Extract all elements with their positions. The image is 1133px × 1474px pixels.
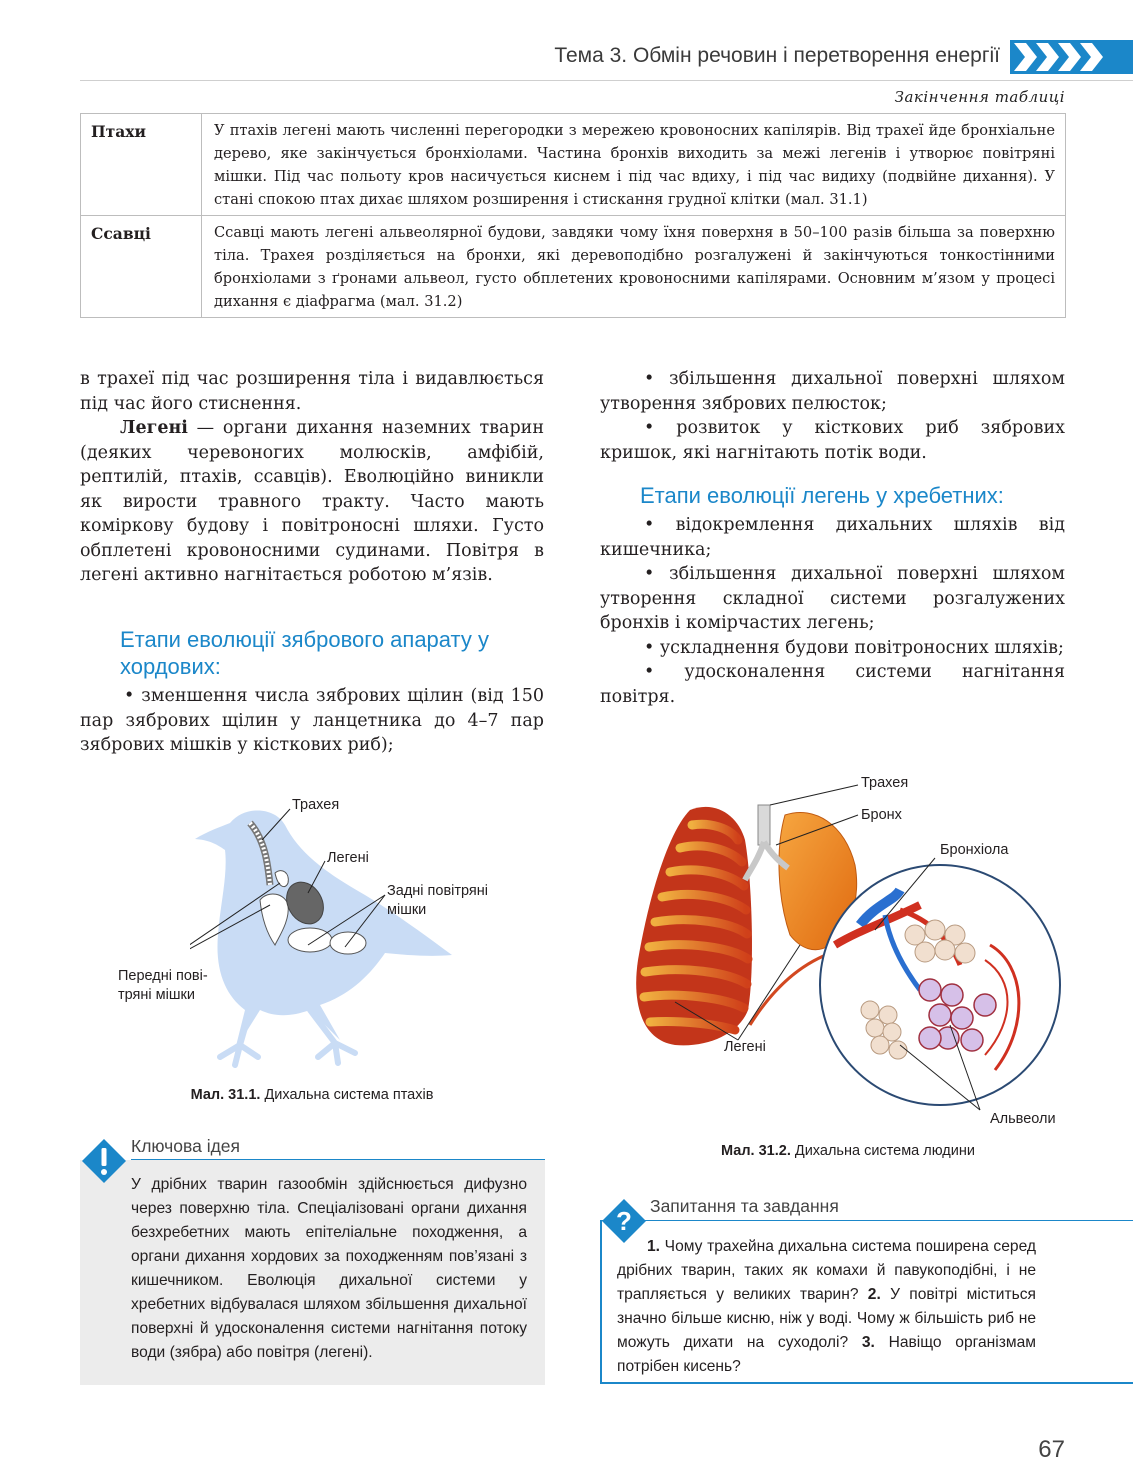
paragraph-text: — органи дихання наземних тварин (деяких черевоногих молюсків, амфібій, рептилій, птахів, ссавців). Еволюційно виникли як вирости травного тракту. Часто мають коміркову будову і повітроносні шляхи. Густо обплетені кровоносними судинами. Повітря в легені активно нагнітається роботою м’язів.	[80, 418, 544, 585]
list-item: • збільшення дихальної поверхні шляхом утворення зябрових пелюсток;	[600, 369, 1065, 414]
page-number: 67	[1038, 1436, 1065, 1463]
label-trachea-human: Трахея	[861, 775, 909, 791]
question-number: 2.	[867, 1286, 881, 1303]
list-item: • розвиток у кісткових риб зябрових кришок, які нагнітають потік води.	[600, 418, 1065, 463]
figure-caption-31-2	[600, 1143, 1096, 1159]
right-column	[600, 367, 1065, 465]
label-line: мішки	[387, 902, 427, 918]
chevron-arrows-icon	[1010, 40, 1133, 74]
term-lungs: Легені	[120, 418, 188, 438]
label-lungs: Легені	[327, 850, 369, 866]
list-item: • ускладнення будови повітроносних шляхів;	[644, 637, 1064, 658]
caption-number: Мал. 31.1.	[190, 1087, 261, 1103]
table-continuation-caption: Закінчення таблиці	[894, 88, 1065, 106]
chapter-title: Тема 3. Обмін речовин і перетворення енергії	[554, 44, 1000, 67]
caption-number: Мал. 31.2.	[721, 1143, 791, 1159]
right-column-list	[600, 513, 1065, 709]
table-cell-description: У птахів легені мають численні перегородки з мережею кровоносних капілярів. Від трахеї йде бронхіальне дерево, яке закінчується бронхіолами. Частина бронхів виходить за межі легенів і утворює повітряні мішки. Під час польоту кров насичується киснем і під час вдиху, і під час видиху (подвійне дихання). У стані спокою птах дихає шляхом розширення і стискання грудної клітки (мал. 31.1)	[202, 114, 1066, 216]
bird-respiratory-illustration	[190, 795, 470, 1085]
heading-gill-evolution: Етапи еволюції зябрового апарату у хордових:	[120, 627, 489, 679]
figure-caption-31-1	[80, 1087, 544, 1103]
key-idea-title: Ключова ідея	[131, 1136, 240, 1156]
list-item: • зменшення числа зябрових щілин (від 150 пар зябрових щілин у ланцетника до 4–7 пар зябрових мішків у кісткових риб);	[80, 686, 544, 755]
question-text: Навіщо організмам потрібен кисень?	[617, 1334, 1036, 1375]
key-idea-text: У дрібних тварин газообмін здійснюється дифузно через поверхню тіла. Спеціалізовані органи дихання безхребетних мають епітеліальне походження, а органи дихання хордових за походженням пов’язані з кишечником. Еволюція дихальної системи у хребетних відбувалася шляхом збільшення дихальної поверхні й удосконалення системи нагнітання потоку води (зябра) або повітря (легені).	[131, 1176, 527, 1361]
header-divider	[80, 80, 1133, 81]
question-text: У повітрі міститься значно більше кисню, ніж у воді. Чому ж більшість риб не можуть дихати на суходолі?	[617, 1286, 1037, 1351]
label-alveoli: Альвеоли	[990, 1111, 1056, 1127]
label-line: Задні повітряні	[387, 883, 489, 899]
caption-text: Дихальна система людини	[790, 1143, 975, 1159]
left-column-list	[80, 684, 544, 758]
label-rear-air-sacs	[387, 882, 527, 920]
question-number: 3.	[861, 1334, 875, 1351]
label-line: тряні мішки	[118, 987, 195, 1003]
left-column	[80, 367, 544, 588]
label-bronchiole: Бронхіола	[940, 842, 1009, 858]
human-respiratory-illustration	[630, 770, 1070, 1130]
label-line: Передні пові-	[118, 968, 208, 984]
paragraph-lungs	[80, 416, 544, 588]
list-item: • збільшення дихальної поверхні шляхом утворення складної системи розгалужених бронхів і комірчастих легень;	[600, 564, 1065, 633]
label-lungs-human: Легені	[724, 1039, 766, 1055]
heading-lung-evolution: Етапи еволюції легень у хребетних:	[640, 483, 1004, 508]
table-row	[81, 114, 1066, 216]
table-row	[81, 216, 1066, 318]
paragraph: в трахеї під час розширення тіла і видавлюється під час його стиснення.	[80, 369, 544, 414]
svg-text:?: ?	[616, 1206, 632, 1236]
list-item: • удосконалення системи нагнітання повітря.	[600, 662, 1065, 707]
table-cell-description: Ссавці мають легені альвеолярної будови, завдяки чому їхня поверхня в 50–100 разів більша за поверхню тіла. Трахея розділяється на бронхи, які деревоподібно розгалужені й закінчуються тонкостінними бронхіолами з ґронами альвеол, густо обплетених кровоносними капілярами. Основним м’язом у процесі дихання є діафрагма (мал. 31.2)	[202, 216, 1066, 318]
respiration-table	[80, 113, 1066, 318]
exclamation-icon	[81, 1138, 127, 1184]
label-front-air-sacs	[118, 967, 238, 1005]
table-cell-animal: Птахи	[81, 114, 202, 216]
caption-text: Дихальна система птахів	[260, 1087, 434, 1103]
table-cell-animal: Ссавці	[81, 216, 202, 318]
questions-title: Запитання та завдання	[650, 1196, 839, 1216]
label-trachea: Трахея	[292, 797, 340, 813]
questions-text	[617, 1235, 1036, 1379]
question-number: 1.	[647, 1238, 661, 1255]
label-bronchus: Бронх	[861, 807, 902, 823]
question-text: Чому трахейна дихальна система поширена серед дрібних тварин, таких як комахи й павукоподібні, і не трапляється у великих тварин?	[617, 1238, 1036, 1303]
list-item: • відокремлення дихальних шляхів від кишечника;	[600, 515, 1065, 560]
